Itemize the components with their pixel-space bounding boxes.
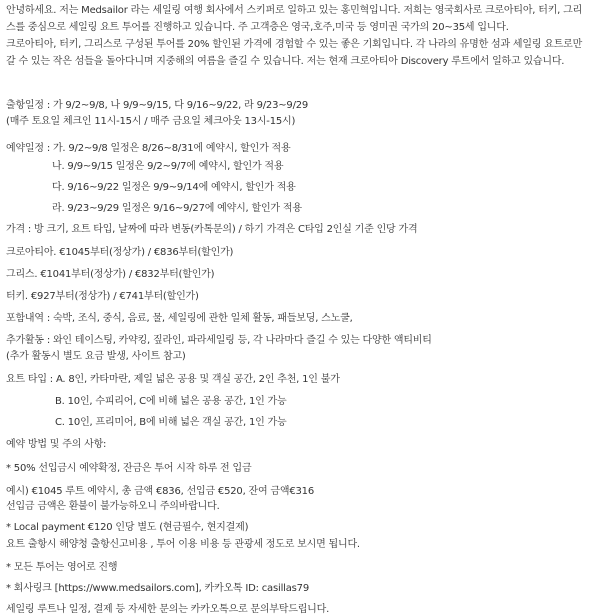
yacht-type-c: C. 10인, 프리미어, B에 비해 넓은 객실 공간, 1인 가능 — [55, 417, 287, 428]
price-croatia: 크로아티아. €1045부터(정상가) / €836부터(할인가) — [6, 247, 234, 258]
booking-heading: 예약 방법 및 주의 사항: — [6, 439, 107, 450]
booking-deposit: * 50% 선입금시 예약확정, 잔금은 투어 시작 하루 전 입금 — [6, 463, 252, 474]
price-note: 가격 : 방 크기, 요트 타입, 날짜에 따라 변동(카톡문의) / 하기 가격은 C타입 2인실 기준 인당 가격 — [6, 224, 418, 235]
company-suffix: ], 카카오톡 ID: casillas79 — [194, 583, 309, 594]
booking-example-2: 선입금 금액은 환불이 불가능하오니 주의바랍니다. — [6, 501, 220, 512]
includes-text: 포함내역 : 숙박, 조식, 중식, 음료, 물, 세일링에 관한 일체 활동, 패들보딩, 스노쿨, — [6, 313, 353, 324]
english-tour-note: * 모든 투어는 영어로 진행 — [6, 562, 118, 573]
intro-line-3: 크로아티아, 터키, 그리스로 구성된 투어를 20% 할인된 가격에 경험할 수 있는 좋은 기회입니다. 각 나라의 유명한 섬과 세일링 요트로만 — [6, 39, 583, 50]
reservation-d: 라. 9/23~9/29 일정은 9/16~9/27에 예약시, 할인가 적용 — [52, 203, 302, 214]
yacht-type-b: B. 10인, 수피리어, C에 비해 넓은 공용 공간, 1인 가능 — [55, 396, 287, 407]
reservation-b: 나. 9/9~9/15 일정은 9/2~9/7에 예약시, 할인가 적용 — [52, 161, 284, 172]
checkin-checkout-note: (매주 토요일 체크인 11시-15시 / 매주 금요일 체크아웃 13시-15시) — [6, 116, 296, 127]
intro-line-1: 안녕하세요. 저는 Medsailor 라는 세일링 여행 회사에서 스키퍼로 일하고 있는 홍민혁입니다. 저희는 영국회사로 크로아티아, 터키, 그리 — [6, 5, 583, 16]
booking-example-1: 예시) €1045 루트 예약시, 총 금액 €836, 선입금 €520, 잔여 금액€316 — [6, 486, 315, 497]
intro-line-2: 스를 중심으로 세일링 요트 투어를 진행하고 있습니다. 주 고객층은 영국,호주,미국 등 영미권 국가의 20~35세 입니다. — [6, 22, 509, 33]
departure-schedule: 출항일정 : 가 9/2~9/8, 나 9/9~9/15, 다 9/16~9/22, 라 9/23~9/29 — [6, 100, 309, 111]
activities-line-2: (추가 활동시 별도 요금 발생, 사이트 참고) — [6, 351, 186, 362]
closing-text: 세일링 루트나 일정, 결제 등 자세한 문의는 카카오톡으로 문의부탁드립니다. — [6, 604, 330, 615]
yacht-type-a: 요트 타입 : A. 8인, 카타마란, 제일 넓은 공용 및 객실 공간, 2인 추천, 1인 불가 — [6, 374, 340, 385]
price-greece: 그리스. €1041부터(정상가) / €832부터(할인가) — [6, 269, 215, 280]
intro-line-4: 갈 수 있는 작은 섬들을 돌아다니며 지중해의 여름을 즐길 수 있습니다. 저는 현재 크로아티아 Discovery 루트에서 일하고 있습니다. — [6, 56, 565, 67]
local-payment: * Local payment €120 인당 별도 (현금필수, 현지결제) — [6, 522, 249, 533]
local-payment-note: 요트 출항시 해양청 출항신고비용 , 투어 이용 비용 등 관광세 정도로 보시면 됩니다. — [6, 539, 360, 550]
activities-line-1: 추가활동 : 와인 테이스팅, 카약킹, 짚라인, 파라세일링 등, 각 나라마다 즐길 수 있는 다양한 액티비티 — [6, 335, 432, 346]
price-turkey: 터키. €927부터(정상가) / €741부터(할인가) — [6, 291, 199, 302]
reservation-c: 다. 9/16~9/22 일정은 9/9~9/14에 예약시, 할인가 적용 — [52, 182, 296, 193]
reservation-a: 예약일정 : 가. 9/2~9/8 일정은 8/26~8/31에 예약시, 할인가 적용 — [6, 143, 291, 154]
company-prefix: * 회사링크 [ — [6, 583, 59, 594]
company-contact — [6, 582, 309, 595]
company-link[interactable]: https://www.medsailors.com — [58, 583, 195, 594]
